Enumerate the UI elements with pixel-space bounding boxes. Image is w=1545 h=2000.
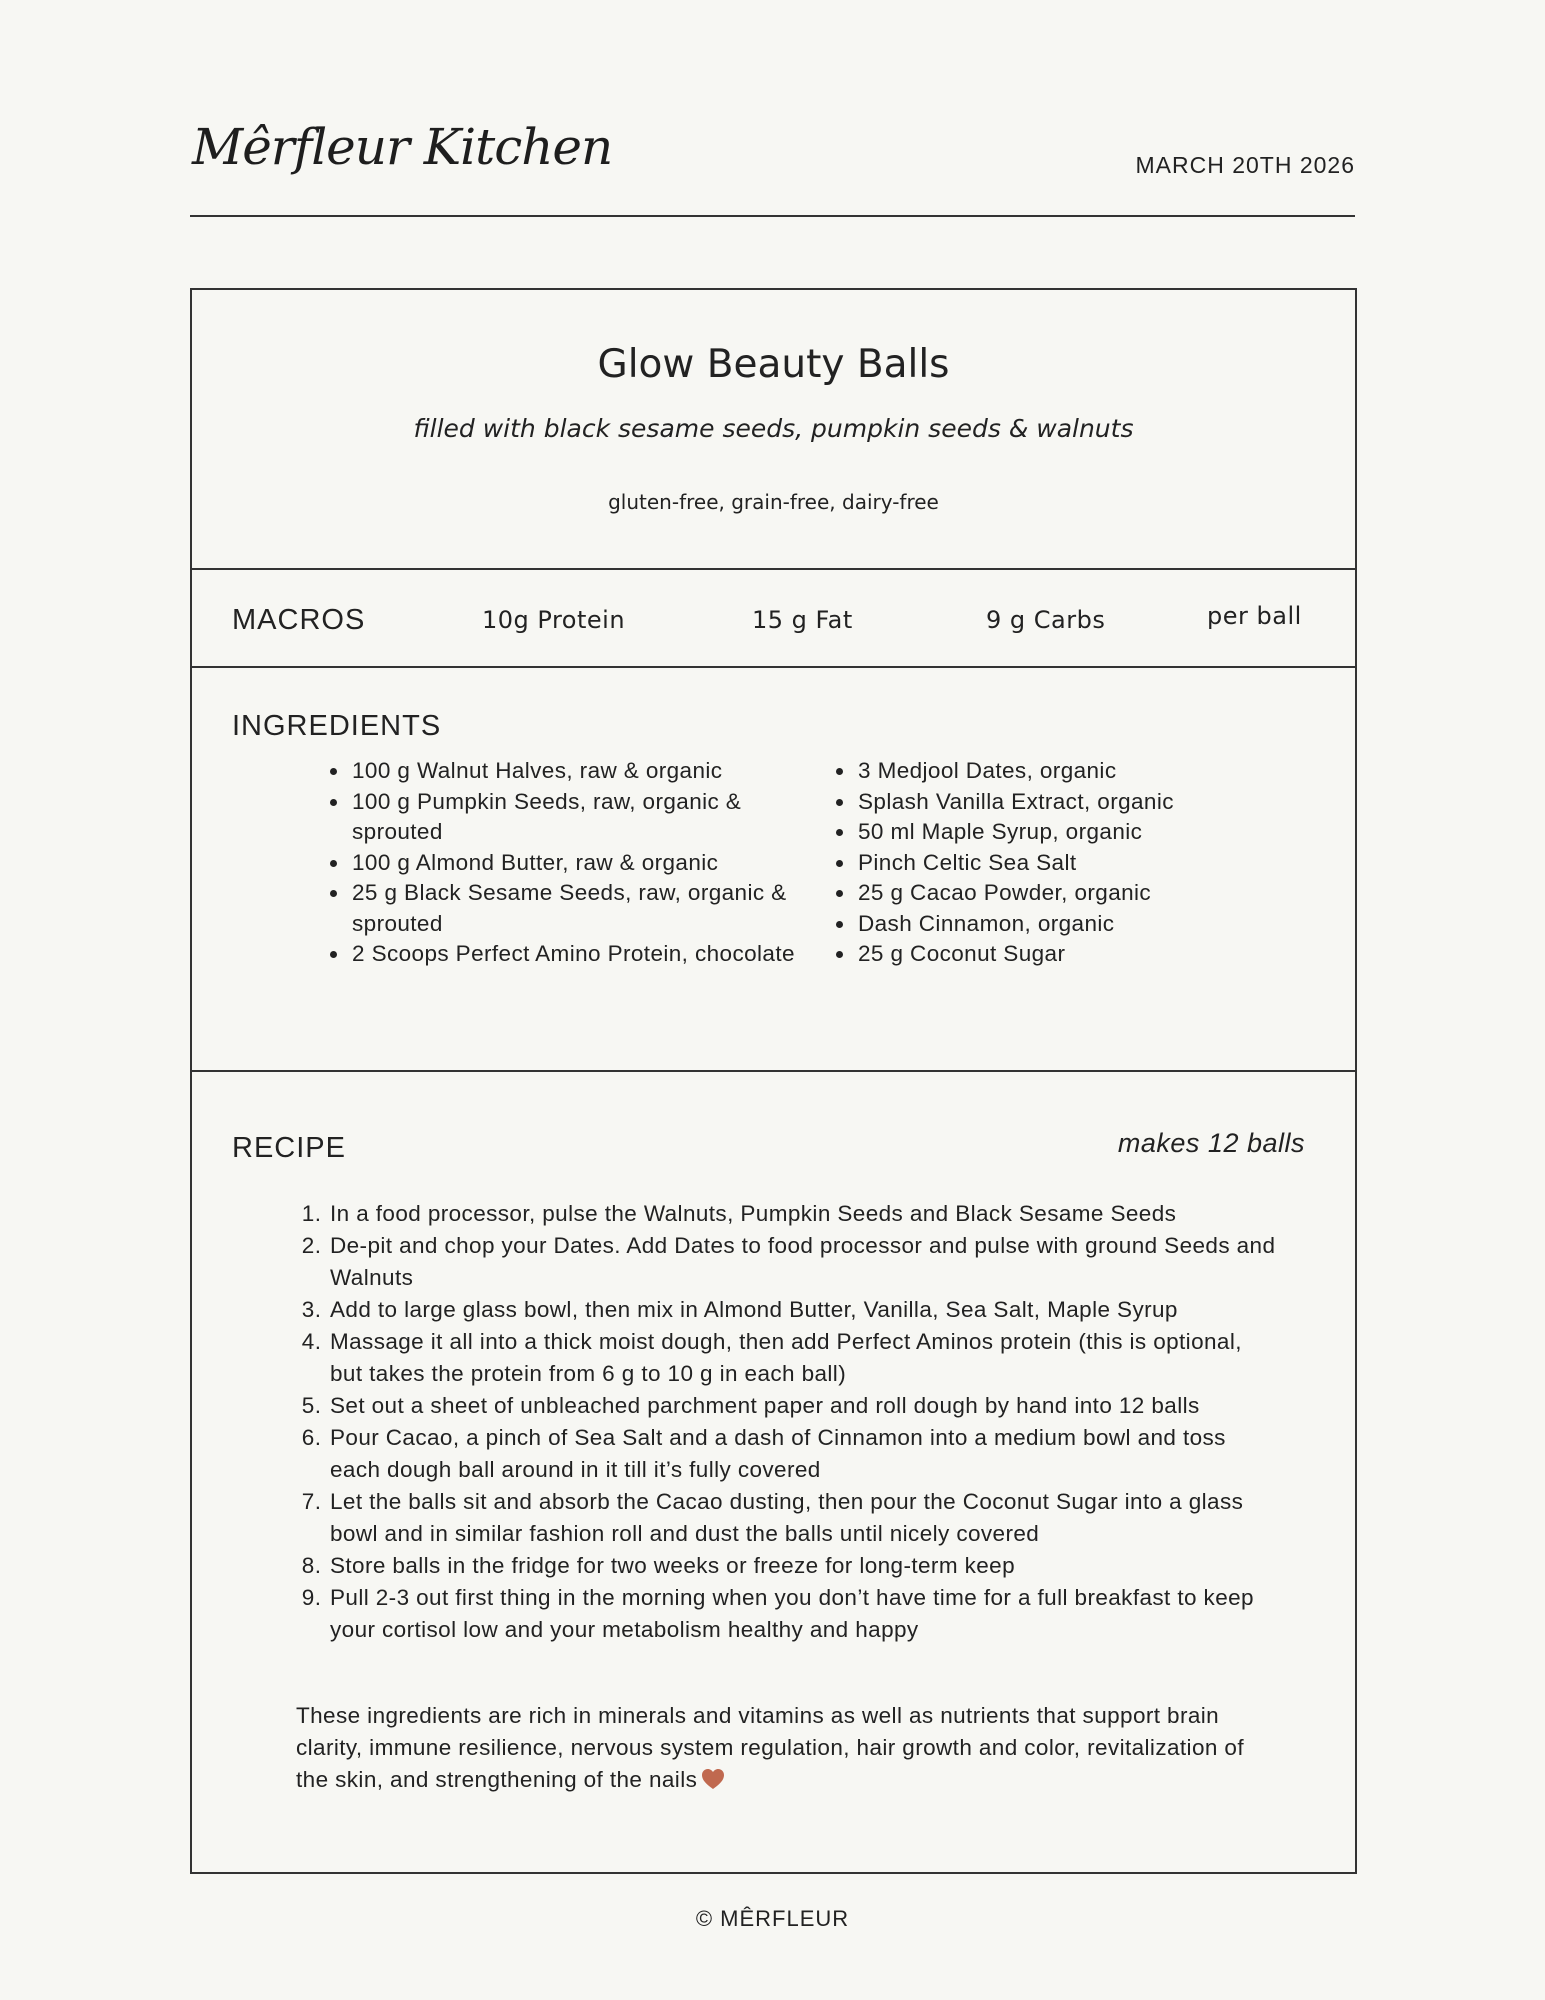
macros-section — [192, 570, 1355, 668]
heart-icon — [701, 1768, 725, 1790]
brand-logo: Mêrfleur Kitchen — [192, 118, 613, 176]
macro-carbs: 9 g Carbs — [986, 606, 1106, 634]
list-item: • 2 Scoops Perfect Amino Protein, chocolate — [350, 939, 828, 970]
dietary-tags: gluten-free, grain-free, dairy-free — [608, 490, 939, 514]
recipe-step: 5. Set out a sheet of unbleached parchment paper and roll dough by hand into 12 balls — [328, 1390, 1278, 1422]
list-item: • Pinch Celtic Sea Salt — [856, 848, 1276, 879]
recipe-step: 2. De-pit and chop your Dates. Add Dates to food processor and pulse with ground Seeds and Walnuts — [328, 1230, 1278, 1294]
list-item: • Dash Cinnamon, organic — [856, 909, 1276, 940]
macro-fat: 15 g Fat — [752, 606, 853, 634]
recipe-step: 6. Pour Cacao, a pinch of Sea Salt and a dash of Cinnamon into a medium bowl and toss each dough ball around in it till it’s fully covered — [328, 1422, 1278, 1486]
document-date: MARCH 20TH 2026 — [1135, 152, 1355, 178]
list-item: • Splash Vanilla Extract, organic — [856, 787, 1276, 818]
list-item: • 25 g Black Sesame Seeds, raw, organic & sprouted — [350, 878, 828, 939]
list-item: • 25 g Cacao Powder, organic — [856, 878, 1276, 909]
recipe-card — [190, 288, 1357, 1874]
list-item: • 50 ml Maple Syrup, organic — [856, 817, 1276, 848]
footer-copyright: © MÊRFLEUR — [695, 1906, 850, 1931]
title-section — [192, 290, 1355, 570]
list-item: • 25 g Coconut Sugar — [856, 939, 1276, 970]
ingredients-section — [192, 668, 1355, 1072]
recipe-step: 8. Store balls in the fridge for two weeks or freeze for long-term keep — [328, 1550, 1278, 1582]
recipe-step: 4. Massage it all into a thick moist dough, then add Perfect Aminos protein (this is optional, but takes the protein from 6 g to 10 g in each ball) — [328, 1326, 1278, 1390]
recipe-step: 7. Let the balls sit and absorb the Cacao dusting, then pour the Coconut Sugar into a glass bowl and in similar fashion roll and dust the balls until nicely covered — [328, 1486, 1278, 1550]
list-item: • 3 Medjool Dates, organic — [856, 756, 1276, 787]
macro-protein: 10g Protein — [482, 606, 626, 634]
recipe-step: 3. Add to large glass bowl, then mix in Almond Butter, Vanilla, Sea Salt, Maple Syrup — [328, 1294, 1278, 1326]
recipe-heading: RECIPE — [232, 1132, 346, 1164]
macros-label: MACROS — [232, 604, 366, 636]
nutrition-note-text: These ingredients are rich in minerals and vitamins as well as nutrients that support brain clarity, immune resilience, nervous system regulation, hair growth and color, revitalization of the skin, and strengthening of the nails — [296, 1703, 1244, 1792]
recipe-section — [192, 1072, 1355, 1872]
recipe-steps — [296, 1198, 1278, 1646]
nutrition-note — [296, 1700, 1256, 1796]
header-divider — [190, 215, 1355, 217]
recipe-yield: makes 12 balls — [1117, 1128, 1305, 1158]
ingredients-list-left — [320, 756, 828, 970]
heart-shape — [702, 1769, 724, 1789]
list-item: • 100 g Almond Butter, raw & organic — [350, 848, 828, 879]
list-item: • 100 g Walnut Halves, raw & organic — [350, 756, 828, 787]
ingredients-list-right — [826, 756, 1276, 970]
recipe-subtitle: filled with black sesame seeds, pumpkin seeds & walnuts — [413, 414, 1134, 443]
list-item: • 100 g Pumpkin Seeds, raw, organic & sprouted — [350, 787, 828, 848]
recipe-title: Glow Beauty Balls — [597, 342, 950, 387]
ingredients-heading: INGREDIENTS — [232, 710, 442, 742]
recipe-step: 1. In a food processor, pulse the Walnuts, Pumpkin Seeds and Black Sesame Seeds — [328, 1198, 1278, 1230]
recipe-step: 9. Pull 2-3 out first thing in the morning when you don’t have time for a full breakfast to keep your cortisol low and your metabolism healthy and happy — [328, 1582, 1278, 1646]
macro-per-serving: per ball — [1207, 602, 1302, 630]
